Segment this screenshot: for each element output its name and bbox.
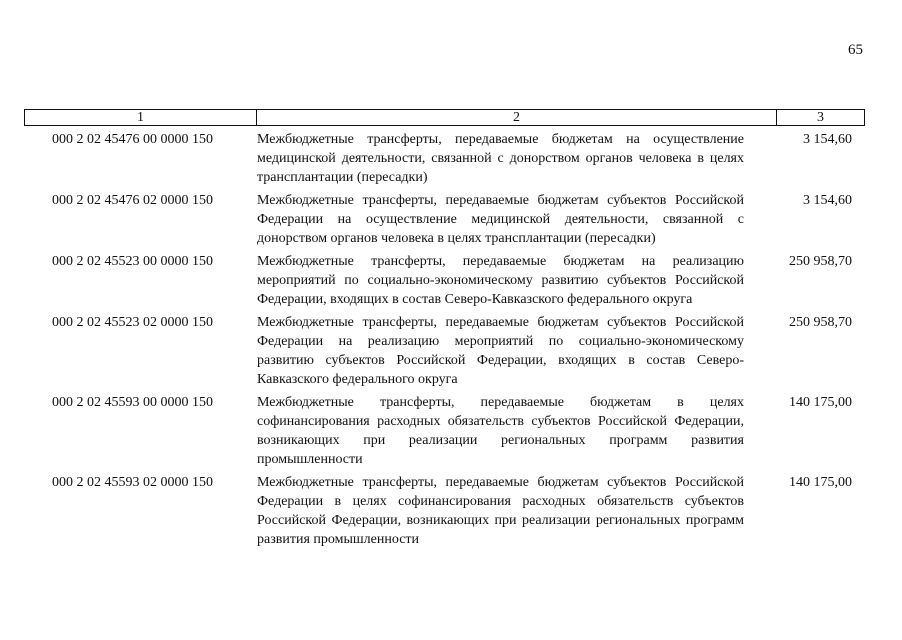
table-row	[24, 473, 864, 549]
budget-code: 000 2 02 45523 02 0000 150	[52, 315, 213, 330]
row-description: Межбюджетные трансферты, передаваемые бюджетам в целях софинансирования расходных обязательств субъектов Российской Федерации, возникающих при реализации региональных программ развития промышленности	[257, 395, 744, 467]
row-amount: 250 958,70	[789, 254, 852, 269]
column-header-3: 3	[777, 110, 865, 126]
table-row	[24, 313, 864, 389]
row-description: Межбюджетные трансферты, передаваемые бюджетам субъектов Российской Федерации на реализацию мероприятий по социально-экономическому развитию субъектов Российской Федерации, входящих в состав Северо-Кавказского федерального округа	[257, 315, 744, 387]
row-amount: 3 154,60	[803, 193, 852, 208]
row-amount: 140 175,00	[789, 475, 852, 490]
budget-code: 000 2 02 45593 00 0000 150	[52, 395, 213, 410]
table-row	[24, 393, 864, 469]
budget-code: 000 2 02 45593 02 0000 150	[52, 475, 213, 490]
budget-code: 000 2 02 45476 02 0000 150	[52, 193, 213, 208]
row-description: Межбюджетные трансферты, передаваемые бюджетам на реализацию мероприятий по социально-экономическому развитию субъектов Российской Федерации, входящих в состав Северо-Кавказского федерального округа	[257, 254, 744, 307]
row-description: Межбюджетные трансферты, передаваемые бюджетам субъектов Российской Федерации на осуществление медицинской деятельности, связанной с донорством органов человека в целях трансплантации (пересадки)	[257, 193, 744, 246]
row-description: Межбюджетные трансферты, передаваемые бюджетам субъектов Российской Федерации в целях софинансирования расходных обязательств субъектов Российской Федерации, возникающих при реализации региональных программ развития промышленности	[257, 475, 744, 547]
budget-code: 000 2 02 45476 00 0000 150	[52, 132, 213, 147]
row-amount: 250 958,70	[789, 315, 852, 330]
table-row	[24, 252, 864, 309]
budget-code: 000 2 02 45523 00 0000 150	[52, 254, 213, 269]
column-header-2: 2	[257, 110, 777, 126]
row-amount: 140 175,00	[789, 395, 852, 410]
table-header	[24, 109, 865, 126]
table-body	[24, 130, 864, 553]
table-row	[24, 191, 864, 248]
column-header-1: 1	[25, 110, 257, 126]
page-number: 65	[848, 42, 863, 58]
row-description: Межбюджетные трансферты, передаваемые бюджетам на осуществление медицинской деятельности, связанной с донорством органов человека в целях трансплантации (пересадки)	[257, 132, 744, 185]
row-amount: 3 154,60	[803, 132, 852, 147]
table-row	[24, 130, 864, 187]
